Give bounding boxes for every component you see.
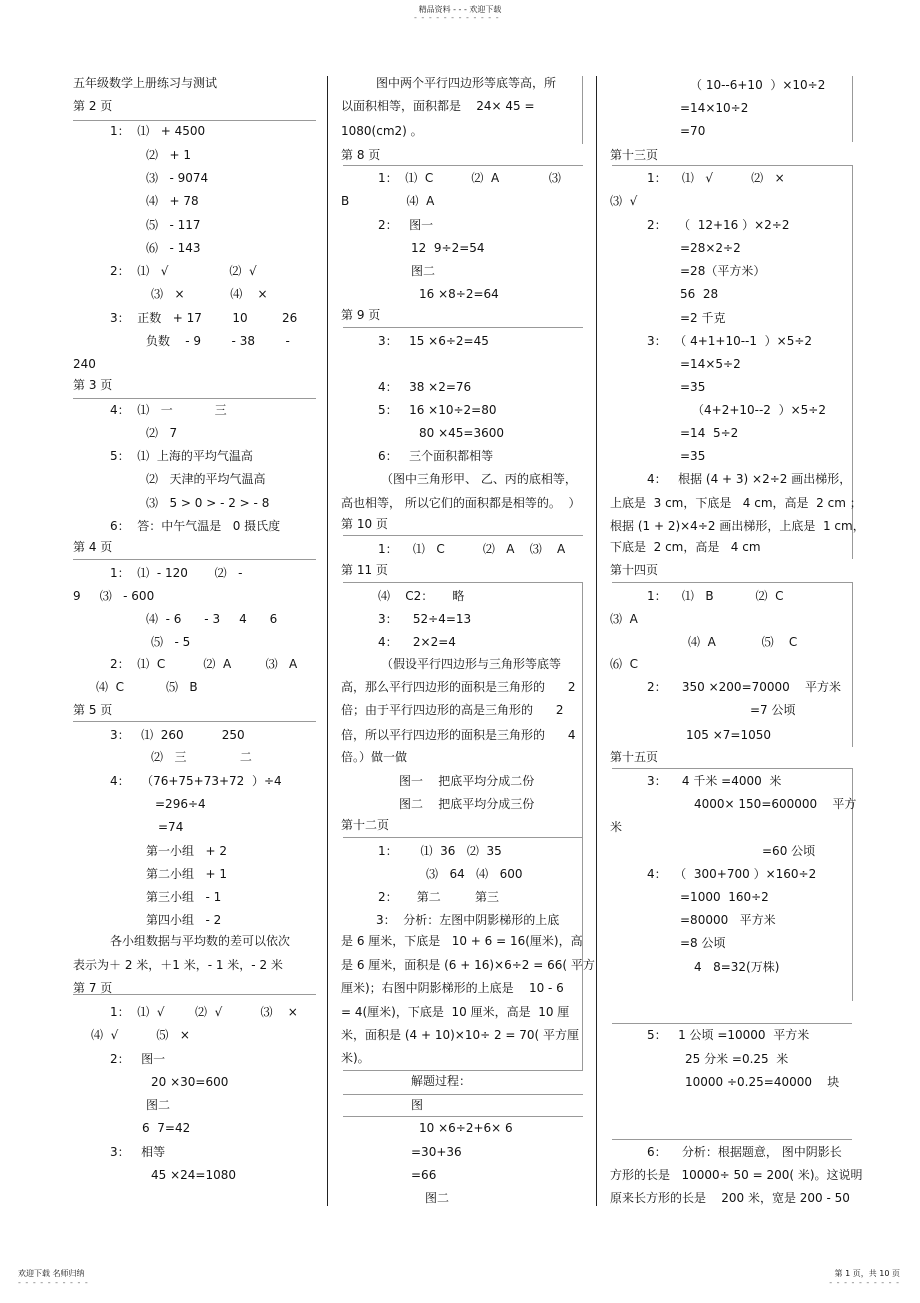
- col2-line: 倍；由于平行四边形的高是三角形的 2: [341, 703, 564, 717]
- col3-line: =8 公顷: [680, 936, 726, 950]
- col2-line: 3： 52÷4=13: [378, 612, 472, 626]
- col2-line: =66: [411, 1168, 437, 1182]
- col2-line: 6： 三个面积都相等: [378, 449, 494, 463]
- col3-line: 3： （ 4+1+10--1 ）×5÷2: [647, 334, 813, 348]
- col3-line: 下底是 2 cm，高是 4 cm: [610, 540, 761, 554]
- col3-line: ⑶ A: [610, 612, 638, 626]
- col2-line: ⑷ C2： 略: [378, 589, 465, 603]
- col2-line: 图中两个平行四边形等底等高，所: [376, 76, 557, 90]
- col2-line: 5： 16 ×10÷2=80: [378, 403, 497, 417]
- col3-line: ⑹ C: [610, 657, 639, 671]
- col2-line: 16 ×8÷2=64: [419, 287, 499, 301]
- col1-line: 20 ×30=600: [151, 1075, 229, 1089]
- col3-line: =14×10÷2: [680, 101, 749, 115]
- col3-line: =70: [680, 124, 706, 138]
- col2-line: 米，面积是 (4 + 10)×10÷ 2 = 70( 平方厘: [341, 1028, 580, 1042]
- col2-line: 1： ⑴ C ⑵ A ⑶ A: [378, 542, 566, 556]
- col3-line: =35: [680, 380, 706, 394]
- col3-line: 4： 根据 (4 + 3) ×2÷2 画出梯形，: [647, 472, 852, 486]
- col2-line: 倍，所以平行四边形的面积是三角形的 4: [341, 728, 576, 742]
- col2-line: 1080(cm2) 。: [341, 124, 423, 138]
- col3-line: =28（平方米）: [680, 264, 766, 278]
- column-1: [73, 76, 318, 1204]
- col3-line: 3： 4 千米 =4000 米: [647, 774, 782, 788]
- col2-line: 第 11 页: [341, 563, 388, 577]
- col2-line: 解题过程：: [411, 1074, 472, 1088]
- col2-line: 米)。: [341, 1051, 370, 1065]
- col1-line: 240: [73, 357, 96, 371]
- col1-line: 第 7 页: [73, 981, 113, 995]
- col3-line: =1000 160÷2: [680, 890, 769, 904]
- col2-line: B ⑷ A: [341, 194, 435, 208]
- page-header: 精品资料 - - - 欢迎下载: [418, 5, 502, 14]
- col2-line: 图二: [411, 264, 436, 278]
- col2-line: 以面积相等，面积都是 24× 45 =: [341, 99, 535, 113]
- col2-line: 1： ⑴ C ⑵ A ⑶: [378, 171, 561, 185]
- col1-line: 第 2 页: [73, 99, 113, 113]
- col1-line: ⑹ - 143: [146, 241, 201, 255]
- col2-line: 图二 把底平均分成三份: [399, 797, 535, 811]
- col1-line: 表示为＋ 2 米，＋1 米，- 1 米，- 2 米: [73, 958, 283, 972]
- col2-line: =30+36: [411, 1145, 462, 1159]
- col3-line: （4+2+10--2 ）×5÷2: [692, 403, 826, 417]
- col1-line: 第 3 页: [73, 378, 113, 392]
- col2-line: 图二: [425, 1191, 450, 1205]
- col2-line: 2： 图一: [378, 218, 434, 232]
- footer-dots-left: - - - - - - - - - -: [18, 1278, 89, 1287]
- col3-line: 10000 ÷0.25=40000 块: [685, 1075, 840, 1089]
- col1-line: 6 7=42: [142, 1121, 191, 1135]
- col1-line: 负数 - 9 - 38 -: [146, 334, 290, 348]
- col3-line: 5： 1 公顷 =10000 平方米: [647, 1028, 810, 1042]
- col3-line: =2 千克: [680, 311, 726, 325]
- col1-line: 45 ×24=1080: [151, 1168, 237, 1182]
- col3-line: 4： （ 300+700 ）×160÷2: [647, 867, 817, 881]
- footer-left: 欢迎下载 名师归纳: [18, 1269, 85, 1278]
- col3-line: 6： 分析：根据题意， 图中阴影长: [647, 1145, 842, 1159]
- col3-line: =35: [680, 449, 706, 463]
- col1-line: ⑷ C ⑸ B: [96, 680, 198, 694]
- footer-dots-right: - - - - - - - - - -: [829, 1278, 900, 1287]
- col1-line: 4： ⑴ 一 三: [110, 403, 227, 417]
- col3-line: 2： 350 ×200=70000 平方米: [647, 680, 842, 694]
- col3-line: 第十三页: [610, 148, 659, 162]
- col3-line: 25 分米 =0.25 米: [685, 1052, 789, 1066]
- col1-line: 第四小组 - 2: [146, 913, 222, 927]
- col2-line: 第 8 页: [341, 148, 381, 162]
- col2-line: 第 9 页: [341, 308, 381, 322]
- col3-line: 105 ×7=1050: [686, 728, 772, 742]
- col2-line: 2： 第二 第三: [378, 890, 500, 904]
- col2-line: 12 9÷2=54: [411, 241, 485, 255]
- col1-line: ⑸ - 5: [151, 635, 191, 649]
- col2-line: 第十二页: [341, 818, 390, 832]
- col3-line: =28×2÷2: [680, 241, 741, 255]
- col2-line: = 4(厘米)，下底是 10 厘米，高是 10 厘: [341, 1005, 570, 1019]
- col2-line: 是 6 厘米，下底是 10 + 6 = 16(厘米)，高: [341, 934, 583, 948]
- col1-line: 1： ⑴ - 120 ⑵ -: [110, 566, 243, 580]
- column-divider-2: [596, 76, 597, 1206]
- col2-line: ⑶ 64 ⑷ 600: [426, 867, 523, 881]
- col3-line: 方形的长是 10000÷ 50 = 200( 米)。这说明: [610, 1168, 863, 1182]
- col1-line: 2： ⑴ √ ⑵ √: [110, 264, 257, 278]
- col3-line: 第十五页: [610, 750, 659, 764]
- col1-line: 各小组数据与平均数的差可以依次: [110, 934, 291, 948]
- col1-line: 第 5 页: [73, 703, 113, 717]
- col3-line: 根据 (1 + 2)×4÷2 画出梯形，上底是 1 cm，: [610, 519, 865, 533]
- col3-line: 1： ⑴ √ ⑵ ×: [647, 171, 785, 185]
- col1-line: 3： 正数 + 17 10 26: [110, 311, 298, 325]
- col1-line: 1： ⑴ + 4500: [110, 124, 206, 138]
- col1-line: 2： ⑴ C ⑵ A ⑶ A: [110, 657, 298, 671]
- col1-line: ⑶ - 9074: [146, 171, 209, 185]
- col1-line: 5： ⑴ 上海的平均气温高: [110, 449, 253, 463]
- col2-line: 高，那么平行四边形的面积是三角形的 2: [341, 680, 576, 694]
- col2-line: （假设平行四边形与三角形等底等: [381, 657, 562, 671]
- col3-line: =14×5÷2: [680, 357, 741, 371]
- col1-line: 3： ⑴ 260 250: [110, 728, 245, 742]
- col3-line: ⑷ A ⑸ C: [688, 635, 798, 649]
- header-dots: - - - - - - - - - - - -: [414, 13, 500, 22]
- col2-line: 10 ×6÷2+6× 6: [419, 1121, 513, 1135]
- col3-line: 原来长方形的长是 200 米，宽是 200 - 50: [610, 1191, 850, 1205]
- col1-line: =74: [158, 820, 184, 834]
- col1-line: ⑵ 天津的平均气温高: [146, 472, 266, 486]
- col3-line: ⑶ √: [610, 194, 638, 208]
- col2-line: 4： 2×2=4: [378, 635, 456, 649]
- col3-line: =80000 平方米: [680, 913, 776, 927]
- col2-line: 图: [411, 1098, 424, 1112]
- col3-line: =60 公顷: [762, 844, 816, 858]
- col2-line: 厘米)；右图中阴影梯形的上底是 10 - 6: [341, 981, 564, 995]
- col1-line: 图二: [146, 1098, 171, 1112]
- col2-line: 4： 38 ×2=76: [378, 380, 472, 394]
- col2-line: 80 ×45=3600: [419, 426, 505, 440]
- col1-line: ⑶ × ⑷ ×: [151, 287, 268, 301]
- column-3: [610, 76, 865, 1205]
- col3-line: 56 28: [680, 287, 719, 301]
- col3-line: （ 10--6+10 ）×10÷2: [690, 78, 826, 92]
- col1-line: 第二小组 + 1: [146, 867, 227, 881]
- col1-line: 五年级数学上册练习与测试: [73, 76, 218, 90]
- col1-line: 3： 相等: [110, 1145, 166, 1159]
- col1-line: ⑸ - 117: [146, 218, 201, 232]
- col1-line: ⑷ + 78: [146, 194, 199, 208]
- col2-line: 高也相等， 所以它们的面积都是相等的。 ）: [341, 496, 581, 510]
- col3-line: 4 8=32(万株): [694, 960, 780, 974]
- col2-line: 倍。）做一做: [341, 750, 408, 764]
- col3-line: 上底是 3 cm，下底是 4 cm，高是 2 cm ；: [610, 496, 862, 510]
- col2-line: 是 6 厘米，面积是 (6 + 16)×6÷2 = 66( 平方: [341, 958, 595, 972]
- col2-line: 第 10 页: [341, 517, 388, 531]
- col1-line: 第三小组 - 1: [146, 890, 222, 904]
- col3-line: 第十四页: [610, 563, 659, 577]
- col3-line: =14 5÷2: [680, 426, 739, 440]
- col3-line: 4000× 150=600000 平方: [694, 797, 857, 811]
- col3-line: 米: [610, 820, 623, 834]
- col1-line: 4： （76+75+73+72 ）÷4: [110, 774, 282, 788]
- col1-line: 第 4 页: [73, 540, 113, 554]
- col2-line: （图中三角形甲、 乙、丙的底相等，: [381, 472, 577, 486]
- col2-line: 1： ⑴ 36 ⑵ 35: [378, 844, 502, 858]
- col1-line: ⑶ 5 > 0 > - 2 > - 8: [146, 496, 270, 510]
- col1-line: ⑵ + 1: [146, 148, 191, 162]
- col1-line: =296÷4: [155, 797, 206, 811]
- footer-page-number: 第 1 页，共 10 页: [834, 1269, 900, 1278]
- col2-line: 3： 分析：左图中阴影梯形的上底: [376, 913, 560, 927]
- col1-line: ⑷ √ ⑸ ×: [91, 1028, 190, 1042]
- col1-line: 1： ⑴ √ ⑵ √ ⑶ ×: [110, 1005, 298, 1019]
- col1-line: 6： 答：中午气温是 0 摄氏度: [110, 519, 281, 533]
- column-2: [341, 76, 595, 1205]
- col1-line: 2： 图一: [110, 1052, 166, 1066]
- col1-line: ⑷ - 6 - 3 4 6: [146, 612, 278, 626]
- col3-line: 1： ⑴ B ⑵ C: [647, 589, 784, 603]
- col1-line: 9 ⑶ - 600: [73, 589, 155, 603]
- col3-line: =7 公顷: [750, 703, 796, 717]
- col1-line: ⑵ 7: [146, 426, 178, 440]
- col1-line: ⑵ 三 二: [151, 750, 252, 764]
- col3-line: 2： （ 12+16 ）×2÷2: [647, 218, 790, 232]
- col1-line: 第一小组 + 2: [146, 844, 227, 858]
- column-divider-1: [327, 76, 328, 1206]
- col2-line: 3： 15 ×6÷2=45: [378, 334, 489, 348]
- col2-line: 图一 把底平均分成二份: [399, 774, 535, 788]
